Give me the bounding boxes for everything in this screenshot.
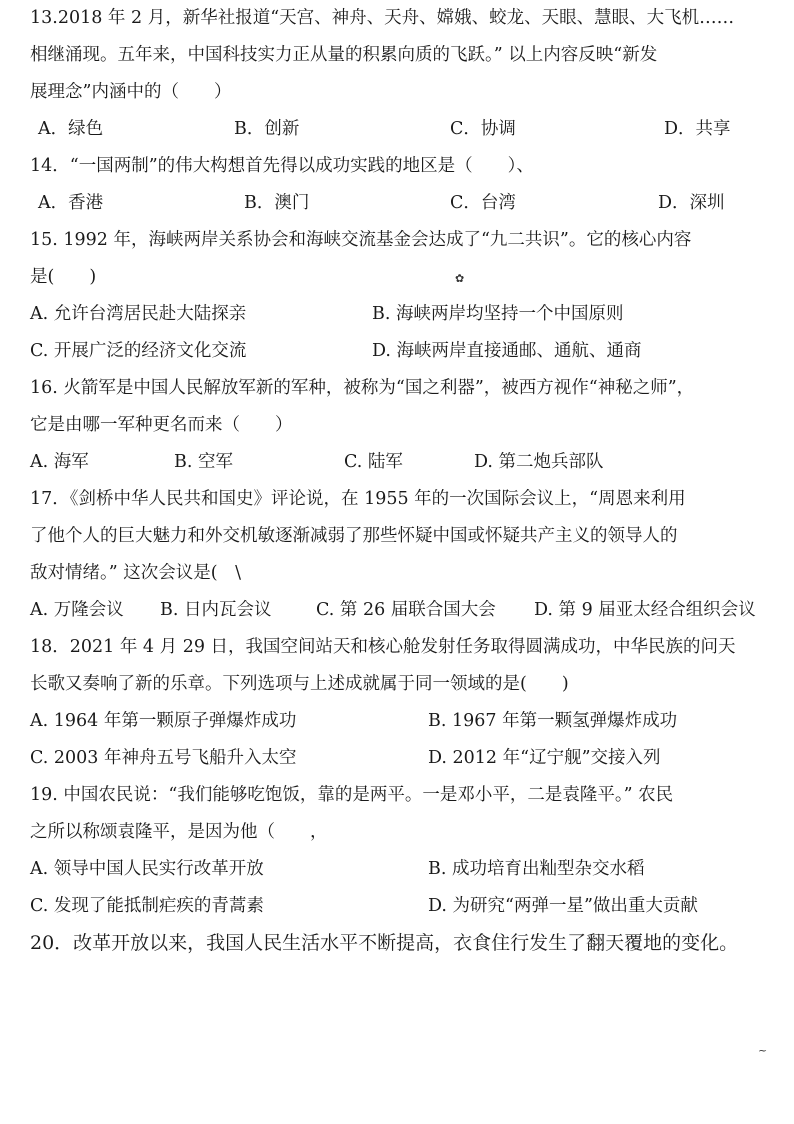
option-c: C．台湾 <box>450 193 516 213</box>
option-d: D. 2012 年“辽宁舰”交接入列 <box>428 748 661 768</box>
corner-scan-mark: ~ <box>758 1044 768 1057</box>
question-15 <box>30 222 776 370</box>
question-20 <box>30 925 776 962</box>
question-17-stem-line-3: 敌对情绪。” 这次会议是( \ <box>30 563 241 583</box>
option-b: B. 日内瓦会议 <box>160 600 272 620</box>
question-13-stem-line-2: 相继涌现。五年来，中国科技实力正从量的积累向质的飞跃。” 以上内容反映“新发 <box>30 45 658 65</box>
option-c: C. 开展广泛的经济文化交流 <box>30 341 247 361</box>
question-15-stem-line-2: 是( ) <box>30 267 97 287</box>
option-b: B. 空军 <box>174 452 233 472</box>
option-d: D. 为研究“两弹一星”做出重大贡献 <box>428 896 698 916</box>
question-13-stem-line-3: 展理念”内涵中的（ ） <box>30 82 232 102</box>
option-b: B. 海峡两岸均坚持一个中国原则 <box>372 304 624 324</box>
option-a: A. 允许台湾居民赴大陆探亲 <box>30 304 247 324</box>
question-17 <box>30 481 776 629</box>
option-d: D. 第 9 届亚太经合组织会议 <box>534 600 756 620</box>
option-b: B. 成功培育出籼型杂交水稻 <box>428 859 645 879</box>
option-c: C. 第 26 届联合国大会 <box>316 600 496 620</box>
question-18-options-row-1 <box>30 703 776 740</box>
question-17-stem-line-1: 17．《剑桥中华人民共和国史》评论说，在 1955 年的一次国际会议上，“周恩来利用 <box>30 489 686 509</box>
question-14-options <box>30 185 776 222</box>
question-15-options-row-2 <box>30 333 776 370</box>
question-15-stem-line-1: 15. 1992 年，海峡两岸关系协会和海峡交流基金会达成了“九二共识”。它的核心内容 <box>30 230 692 250</box>
question-18-stem-line-2: 长歌又奏响了新的乐章。下列选项与上述成就属于同一领域的是( ) <box>30 674 569 694</box>
option-c: C. 2003 年神舟五号飞船升入太空 <box>30 748 297 768</box>
option-d: D. 海峡两岸直接通邮、通航、通商 <box>372 341 642 361</box>
question-19-stem-line-2: 之所以称颂袁隆平，是因为他（ ， <box>30 822 328 842</box>
question-16-options <box>30 444 776 481</box>
option-b: B．澳门 <box>244 193 310 213</box>
question-18-stem-line-1: 18．2021 年 4 月 29 日，我国空间站天和核心舱发射任务取得圆满成功，中华民族的问天 <box>30 637 736 657</box>
option-c: C．协调 <box>450 119 516 139</box>
question-16-stem-line-1: 16. 火箭军是中国人民解放军新的军种，被称为“国之利器”，被西方视作“神秘之师”， <box>30 378 695 398</box>
option-d: D．深圳 <box>658 193 725 213</box>
question-14 <box>30 148 776 222</box>
option-d: D. 第二炮兵部队 <box>474 452 604 472</box>
option-c: C. 发现了能抵制疟疾的青蒿素 <box>30 896 264 916</box>
option-a: A．绿色 <box>38 119 104 139</box>
question-19 <box>30 777 776 925</box>
question-13 <box>30 0 776 148</box>
ink-smudge-mark: ✿ <box>455 272 465 285</box>
option-a: A. 领导中国人民实行改革开放 <box>30 859 264 879</box>
option-c: C. 陆军 <box>344 452 403 472</box>
option-b: B. 1967 年第一颗氢弹爆炸成功 <box>428 711 678 731</box>
question-15-options-row-1 <box>30 296 776 333</box>
question-19-options-row-1 <box>30 851 776 888</box>
question-18 <box>30 629 776 777</box>
option-b: B．创新 <box>234 119 300 139</box>
question-17-stem-line-2: 了他个人的巨大魅力和外交机敏逐渐减弱了那些怀疑中国或怀疑共产主义的领导人的 <box>30 526 678 546</box>
option-a: A. 海军 <box>30 452 89 472</box>
question-13-stem-line-1: 13.2018 年 2 月，新华社报道“天宫、神舟、天舟、嫦娥、蛟龙、天眼、慧眼、大飞机…… <box>30 8 735 28</box>
question-16-stem-line-2: 它是由哪一军种更名而来（ ） <box>30 415 293 435</box>
question-19-options-row-2 <box>30 888 776 925</box>
question-19-stem-line-1: 19. 中国农民说：“我们能够吃饱饭，靠的是两平。一是邓小平，二是袁隆平。” 农民 <box>30 785 674 805</box>
option-a: A. 万隆会议 <box>30 600 124 620</box>
option-a: A．香港 <box>38 193 104 213</box>
question-20-stem-line-1: 20．改革开放以来，我国人民生活水平不断提高，衣食住行发生了翻天覆地的变化。 <box>30 932 739 954</box>
question-13-options <box>30 111 776 148</box>
option-d: D．共享 <box>664 119 731 139</box>
question-14-stem-line-1: 14．“一国两制”的伟大构想首先得以成功实践的地区是（ ）、 <box>30 156 534 176</box>
option-a: A. 1964 年第一颗原子弹爆炸成功 <box>30 711 297 731</box>
question-17-options <box>30 592 776 629</box>
question-18-options-row-2 <box>30 740 776 777</box>
question-16 <box>30 370 776 481</box>
